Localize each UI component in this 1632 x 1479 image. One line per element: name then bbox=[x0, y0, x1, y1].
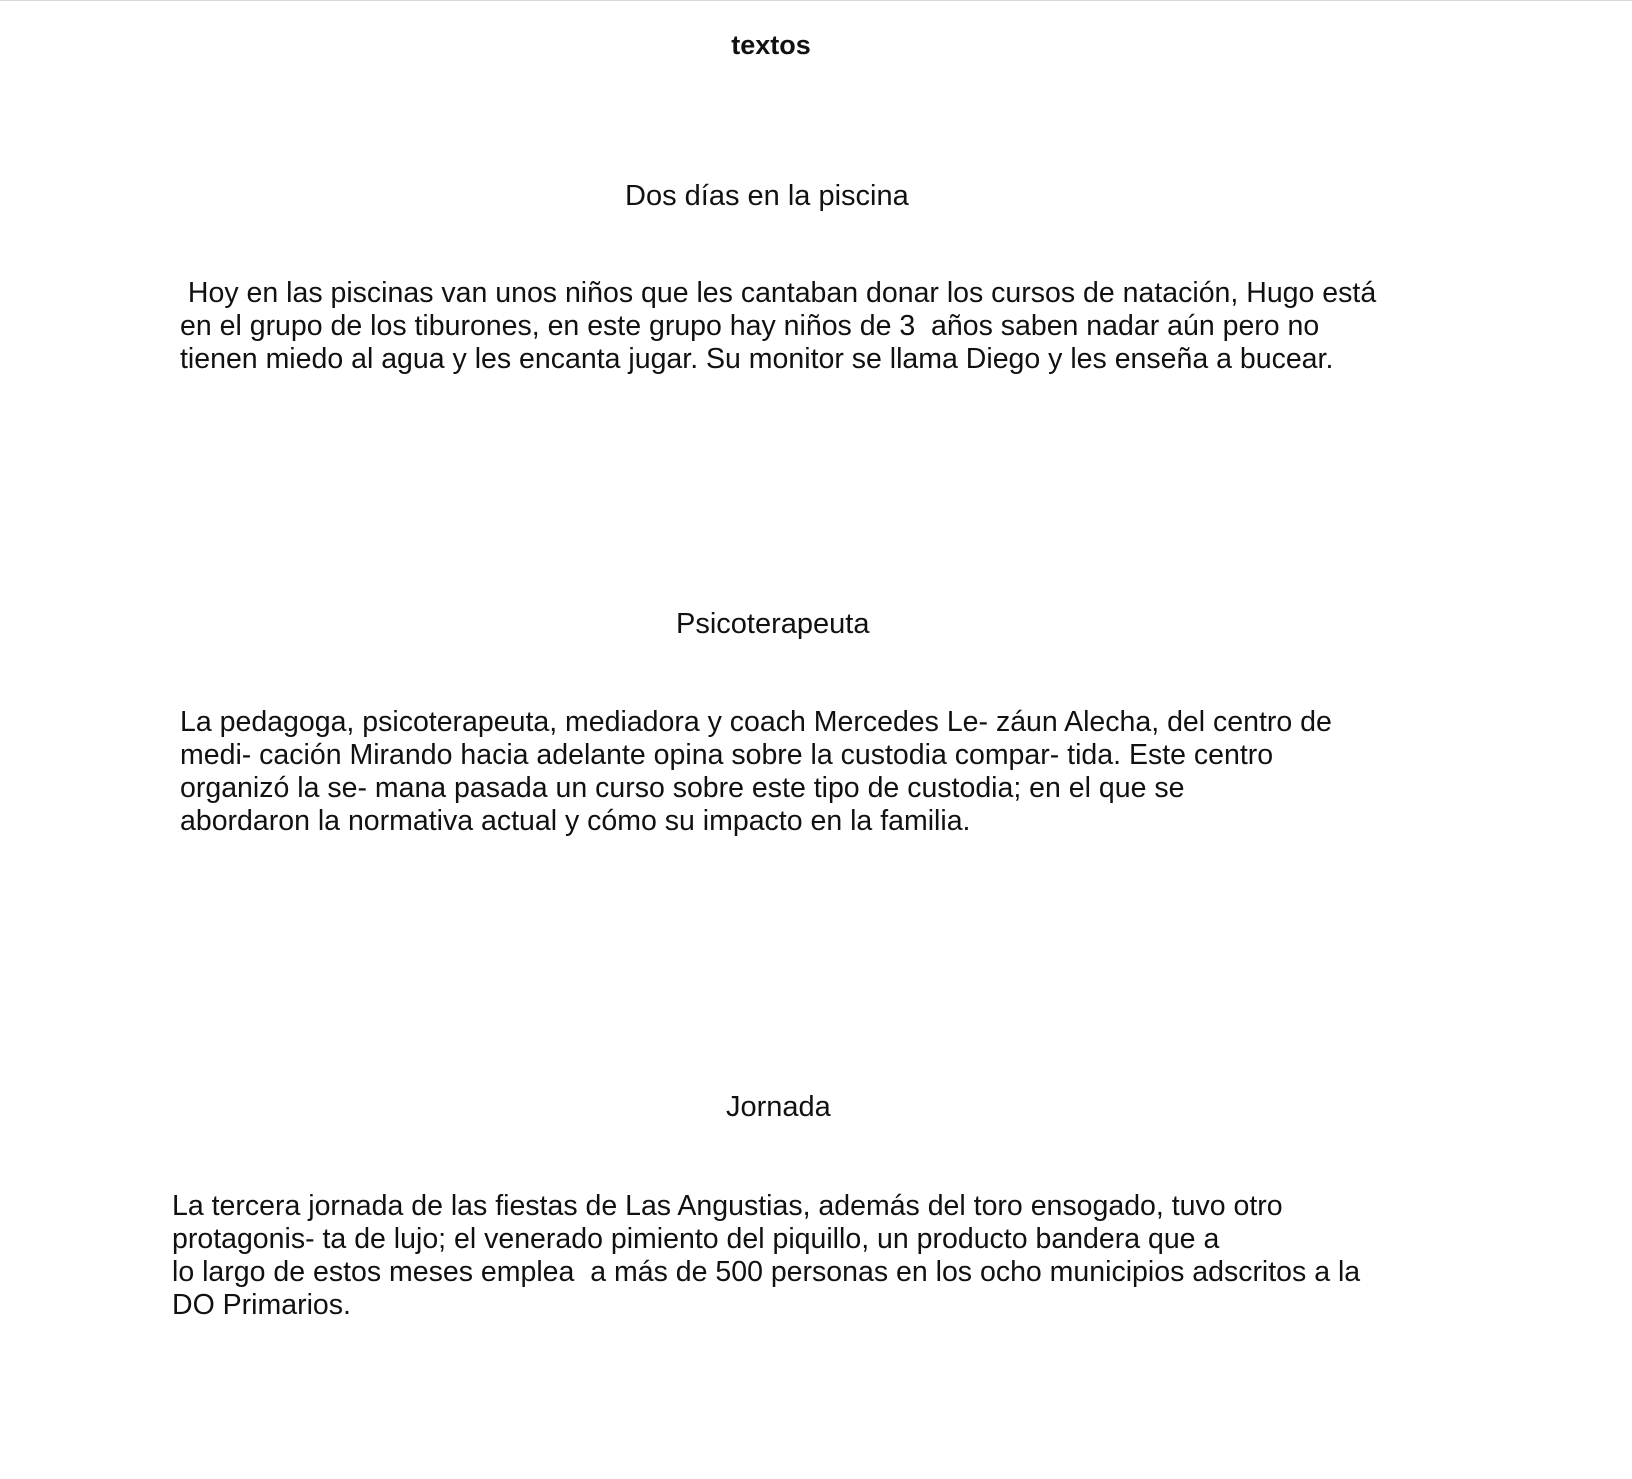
text-line: protagonis- ta de lujo; el venerado pimiento del piquillo, un producto bandera que a bbox=[172, 1223, 1220, 1255]
section-body-psicoterapeuta bbox=[180, 706, 1332, 838]
text-line: organizó la se- mana pasada un curso sobre este tipo de custodia; en el que se bbox=[180, 772, 1185, 804]
text-line: en el grupo de los tiburones, en este grupo hay niños de 3 años saben nadar aún pero no bbox=[180, 310, 1320, 342]
section-heading-jornada: Jornada bbox=[726, 1091, 831, 1123]
text-line: La tercera jornada de las fiestas de Las Angustias, además del toro ensogado, tuvo otro bbox=[172, 1190, 1283, 1222]
text-line: La pedagoga, psicoterapeuta, mediadora y coach Mercedes Le- záun Alecha, del centro de bbox=[180, 706, 1332, 738]
text-line: abordaron la normativa actual y cómo su impacto en la familia. bbox=[180, 805, 971, 837]
text-line: lo largo de estos meses emplea a más de 500 personas en los ocho municipios adscritos a la bbox=[172, 1256, 1361, 1288]
section-heading-piscina: Dos días en la piscina bbox=[625, 180, 909, 212]
section-heading-psicoterapeuta: Psicoterapeuta bbox=[676, 608, 870, 640]
text-line: tienen miedo al agua y les encanta jugar. Su monitor se llama Diego y les enseña a bucear. bbox=[180, 343, 1334, 375]
text-line: Hoy en las piscinas van unos niños que les cantaban donar los cursos de natación, Hugo está bbox=[180, 277, 1377, 309]
text-line: medi- cación Mirando hacia adelante opina sobre la custodia compar- tida. Este centro bbox=[180, 739, 1274, 771]
section-body-piscina bbox=[180, 277, 1376, 376]
section-body-jornada bbox=[172, 1190, 1360, 1322]
document-title: textos bbox=[731, 30, 811, 60]
top-divider bbox=[0, 0, 1632, 1]
text-line: DO Primarios. bbox=[172, 1289, 351, 1321]
